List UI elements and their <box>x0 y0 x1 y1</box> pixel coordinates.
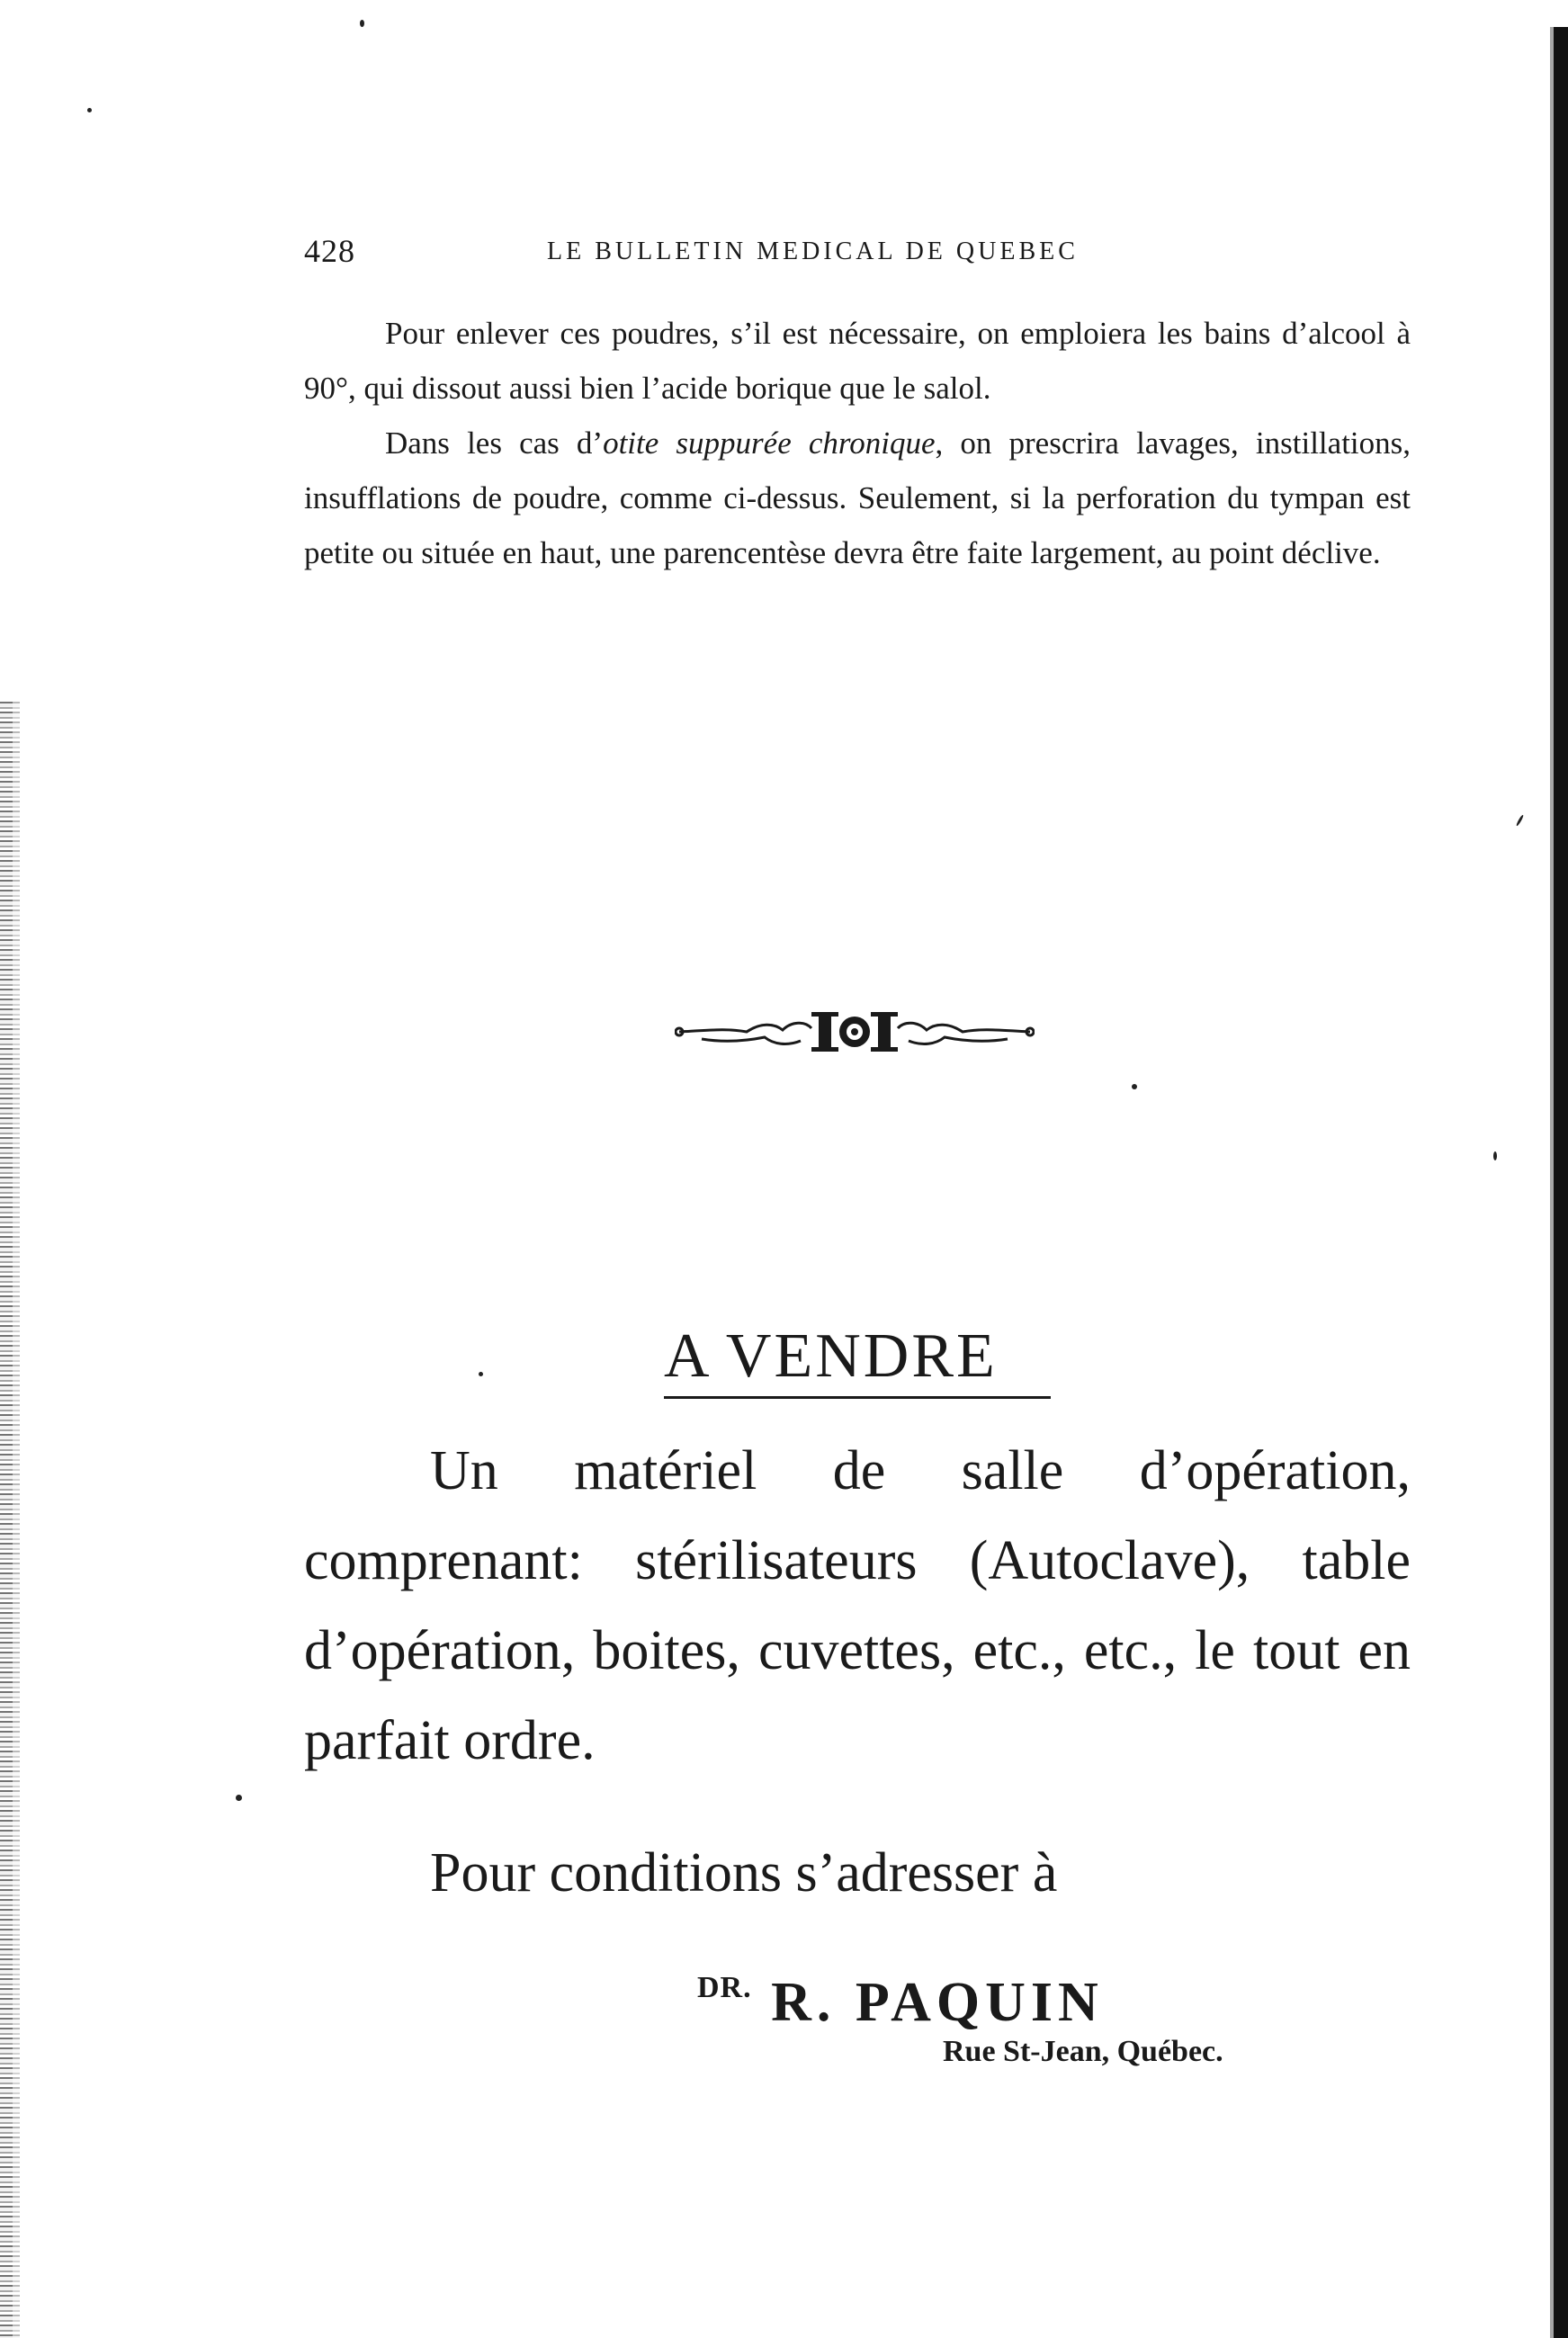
doctor-title: DR. <box>697 1971 752 2004</box>
scan-speck <box>360 20 364 27</box>
advertisement-body <box>304 1426 1411 1786</box>
paragraph-powders: Pour enlever ces poudres, s’il est nécessaire, on emploiera les bains d’alcool à 90°, qui dissout aussi bien l’acide borique que le salol. <box>304 316 1411 406</box>
ornament-divider <box>675 1003 1035 1057</box>
page-number: 428 <box>304 233 355 269</box>
article-text <box>304 306 1411 580</box>
advertisement-body-text: Un matériel de salle d’opération, comprenant: stérilisateurs (Autoclave), table d’opération, boites, cuvettes, etc., etc., le tout en parfait ordre. <box>304 1440 1411 1771</box>
italic-term: otite suppurée chronique <box>603 425 936 461</box>
title-underline <box>664 1396 1051 1399</box>
doctor-address: Rue St-Jean, Québec. <box>943 2035 1223 2068</box>
paragraph-text: , on prescrira lavages, instillations, insufflations de poudre, comme ci-dessus. Seulement, si la perforation du tympan est petite ou située en haut, une parencentèse devra être faite largement, au point déclive. <box>304 425 1411 570</box>
scan-speck <box>236 1795 242 1801</box>
scan-speck <box>87 108 92 112</box>
scan-speck <box>479 1372 483 1376</box>
doctor-name-line <box>697 1952 1104 2038</box>
scan-speck <box>1516 814 1525 827</box>
scan-speck <box>1132 1084 1137 1089</box>
scan-edge-right <box>1554 27 1568 2338</box>
paragraph-chronic-otitis <box>304 416 1411 580</box>
contact-line: Pour conditions s’adresser à <box>430 1842 1058 1904</box>
doctor-name: R. PAQUIN <box>771 1972 1104 2033</box>
scan-edge-left <box>0 702 31 2338</box>
scan-speck <box>1493 1151 1497 1160</box>
running-head <box>304 232 1204 277</box>
advertisement-title: A VENDRE <box>664 1321 998 1391</box>
paragraph-text: Dans les cas d’ <box>385 425 604 461</box>
scan-edge-right-shadow <box>1550 27 1554 2338</box>
running-title: LE BULLETIN MEDICAL DE QUEBEC <box>547 237 1079 265</box>
